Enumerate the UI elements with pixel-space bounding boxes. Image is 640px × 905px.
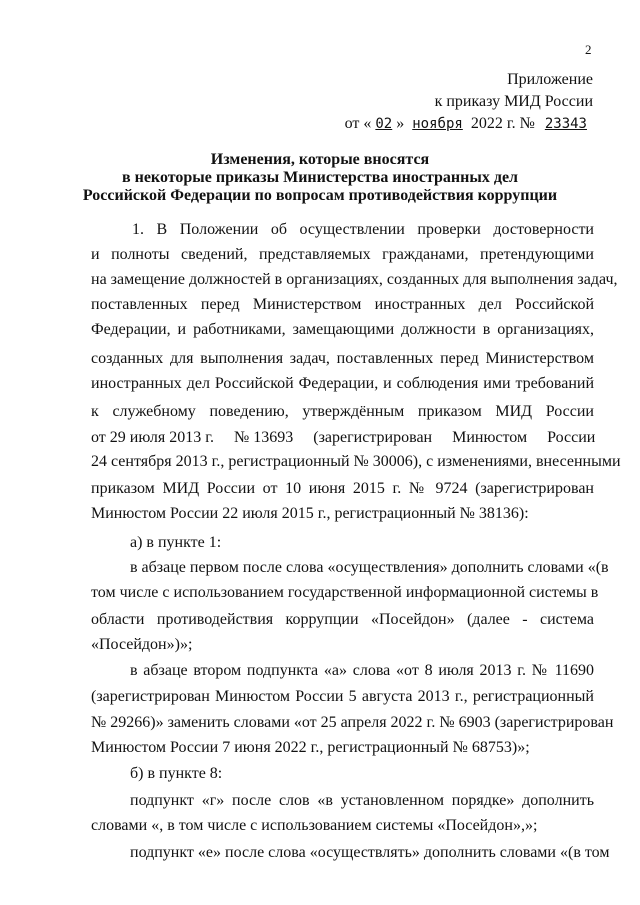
body-line: Федерации, и работниками, замещающими должности в организациях, bbox=[91, 321, 594, 338]
body-line: иностранных дел Российской Федерации, и соблюдения ими требований bbox=[91, 375, 594, 392]
body-line: подпункт «е» после слова «осуществлять» дополнить словами «(в том bbox=[130, 844, 610, 861]
title-line-1: Изменения, которые вносятся bbox=[210, 151, 430, 168]
header-date-line bbox=[345, 114, 593, 134]
header-order-ref: к приказу МИД России bbox=[434, 93, 593, 110]
body-line: в абзаце первом после слова «осуществления» дополнить словами «(в bbox=[130, 559, 609, 576]
body-line: от 29 июля 2013 г. № 13693 (зарегистрирован Минюстом России bbox=[91, 429, 596, 446]
body-line: 1. В Положении об осуществлении проверки достоверности bbox=[132, 221, 594, 238]
body-line: в абзаце втором подпункта «а» слова «от 8 июля 2013 г. № 11690 bbox=[130, 662, 594, 679]
body-line: Минюстом России 7 июня 2022 г., регистрационный № 68753)»; bbox=[91, 739, 530, 756]
body-line: области противодействия коррупции «Посейдон» (далее - система bbox=[91, 611, 594, 628]
subsection-b: б) в пункте 8: bbox=[130, 765, 223, 782]
body-line: Минюстом России 22 июля 2015 г., регистрационный № 38136): bbox=[91, 505, 529, 522]
body-line: № 29266)» заменить словами «от 25 апреля 2022 г. № 6903 (зарегистрирован bbox=[91, 714, 614, 731]
body-line: словами «, в том числе с использованием системы «Посейдон»,»; bbox=[91, 817, 538, 834]
title-line-2: в некоторые приказы Министерства иностранных дел bbox=[121, 169, 519, 186]
body-line: поставленных перед Министерством иностранных дел Российской bbox=[91, 296, 594, 313]
header-appendix: Приложение bbox=[507, 71, 593, 88]
title-line-3: Российской Федерации по вопросам противодействия коррупции bbox=[82, 187, 558, 204]
date-prefix: от « bbox=[344, 115, 372, 132]
date-month: ноября bbox=[412, 116, 463, 132]
subsection-a: а) в пункте 1: bbox=[130, 534, 222, 551]
date-day: 02 bbox=[375, 116, 393, 132]
body-line: 24 сентября 2013 г., регистрационный № 30006), с изменениями, внесенными bbox=[91, 453, 621, 470]
body-line: приказом МИД России от 10 июня 2015 г. № 9724 (зарегистрирован bbox=[91, 480, 594, 497]
body-line: подпункт «г» после слов «в установленном порядке» дополнить bbox=[130, 792, 594, 809]
body-line: и полноты сведений, представляемых гражданами, претендующими bbox=[91, 246, 594, 263]
date-year: 2022 г. № bbox=[470, 115, 535, 132]
page-number: 2 bbox=[585, 42, 592, 57]
body-line: к служебному поведению, утверждённым приказом МИД России bbox=[91, 403, 594, 420]
body-line: созданных для выполнения задач, поставленных перед Министерством bbox=[91, 350, 594, 367]
body-line: (зарегистрирован Минюстом России 5 августа 2013 г., регистрационный bbox=[91, 688, 594, 705]
order-number: 23343 bbox=[544, 116, 587, 132]
body-line: «Посейдон»)»; bbox=[91, 636, 193, 653]
body-line: на замещение должностей в организациях, созданных для выполнения задач, bbox=[91, 271, 618, 288]
body-line: том числе с использованием государственной информационной системы в bbox=[91, 584, 599, 601]
date-month-sep: » bbox=[396, 115, 405, 132]
